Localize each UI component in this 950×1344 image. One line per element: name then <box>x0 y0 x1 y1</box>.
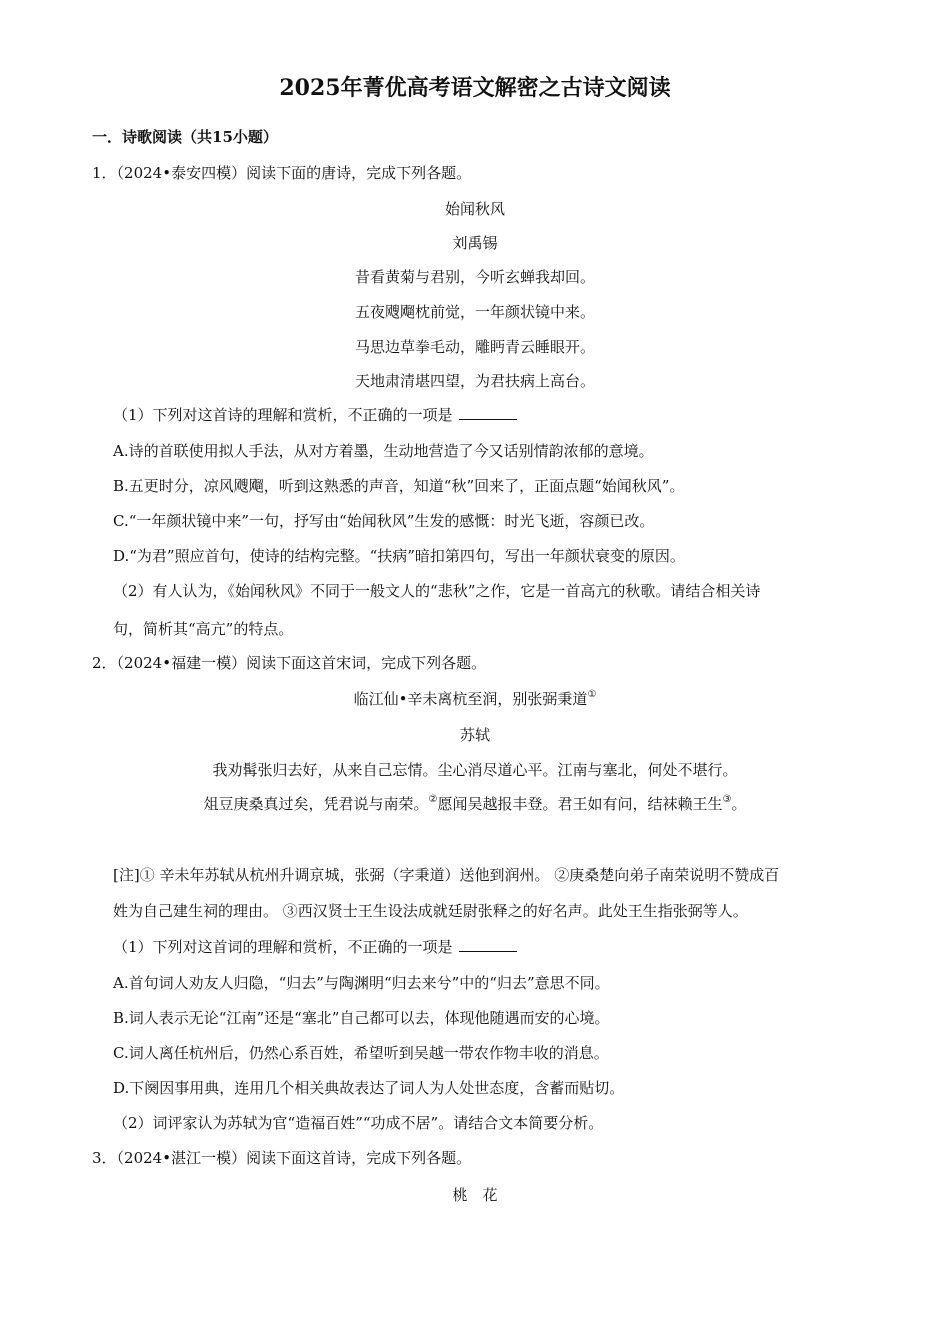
question-number: 1． <box>92 164 117 182</box>
footnote-marker: ③ <box>722 794 732 805</box>
sub-question-2: （2）词评家认为苏轼为官“造福百姓”“功成不居”。请结合文本简要分析。 <box>113 1114 604 1132</box>
poem-line-part: 俎豆庚桑真过矣，凭君说与南荣。 <box>203 795 429 813</box>
option-d: D.下阕因事用典，连用几个相关典故表达了词人为人处世态度，含蓄而贴切。 <box>113 1079 625 1097</box>
option-b: B.五更时分，凉风飕飗，听到这熟悉的声音，知道“秋”回来了，正面点题“始闻秋风”。 <box>113 477 685 495</box>
question-intro-text: （2024•泰安四模）阅读下面的唐诗，完成下列各题。 <box>116 164 472 182</box>
poem-line: 五夜飕飗枕前觉，一年颜状镜中来。 <box>354 303 595 321</box>
option-c: C.“一年颜状镜中来”一句，抒写由“始闻秋风”生发的感慨：时光飞逝，容颜已改。 <box>113 512 655 530</box>
poem-author: 刘禹锡 <box>452 234 498 252</box>
sub-question-1 <box>113 937 517 957</box>
footnote-marker: ① <box>587 689 597 700</box>
section-heading: 一．诗歌阅读（共15小题） <box>92 128 278 146</box>
poem-line: 天地肃清堪四望，为君扶病上高台。 <box>354 372 595 390</box>
annotation-note: [注]① 辛未年苏轼从杭州升调京城，张弼（字秉道）送他到润州。 ②庚桑楚向弟子南荣说明不赞成百 <box>113 866 780 884</box>
poem-line: 昔看黄菊与君别，今听玄蝉我却回。 <box>354 268 595 286</box>
poem-title: 桃 花 <box>452 1186 498 1204</box>
annotation-note-continued: 姓为自己建生祠的理由。 ③西汉贤士王生设法成就廷尉张释之的好名声。此处王生指张弼等人。 <box>113 902 748 920</box>
question-1-intro <box>92 163 471 183</box>
poem-author: 苏轼 <box>459 726 490 744</box>
question-2-intro <box>92 653 486 673</box>
option-d: D.“为君”照应首句，使诗的结构完整。“扶病”暗扣第四句，写出一年颜状衰变的原因。 <box>113 547 685 565</box>
question-number: 3． <box>92 1149 117 1167</box>
option-c: C.词人离任杭州后，仍然心系百姓，希望听到吴越一带农作物丰收的消息。 <box>113 1044 609 1062</box>
question-number: 2． <box>92 654 117 672</box>
sub-question-text: （1）下列对这首诗的理解和赏析，不正确的一项是 <box>113 406 453 424</box>
question-3-intro <box>92 1148 471 1168</box>
poem-line: 马思边草拳毛动，雕眄青云睡眼开。 <box>354 338 595 356</box>
poem-title: 始闻秋风 <box>444 200 505 218</box>
sub-question-1 <box>113 405 517 425</box>
option-b: B.词人表示无论“江南”还是“塞北”自己都可以去，体现他随遇而安的心境。 <box>113 1009 610 1027</box>
poem-title <box>0 689 950 709</box>
footnote-marker: ② <box>428 794 438 805</box>
poem-line-part: 。 <box>731 795 747 813</box>
poem-title-text: 临江仙•辛未离杭至润，别张弼秉道 <box>353 690 588 708</box>
option-a: A.诗的首联使用拟人手法，从对方着墨，生动地营造了今又话别情韵浓郁的意境。 <box>113 442 654 460</box>
sub-question-2-continued: 句，简析其“高亢”的特点。 <box>113 620 294 638</box>
sub-question-2: （2）有人认为，《始闻秋风》不同于一般文人的“悲秋”之作，它是一首高亢的秋歌。请结合相关诗 <box>113 582 761 600</box>
sub-question-text: （1）下列对这首词的理解和赏析，不正确的一项是 <box>113 938 453 956</box>
poem-line <box>0 794 950 814</box>
document-title: 2025年菁优高考语文解密之古诗文阅读 <box>279 75 671 101</box>
answer-blank <box>459 405 517 420</box>
answer-blank <box>459 937 517 952</box>
poem-line: 我劝髯张归去好，从来自己忘情。尘心消尽道心平。江南与塞北，何处不堪行。 <box>212 761 738 779</box>
question-intro-text: （2024•福建一模）阅读下面这首宋词，完成下列各题。 <box>116 654 487 672</box>
option-a: A.首句词人劝友人归隐，“归去”与陶渊明“归去来兮”中的“归去”意思不同。 <box>113 974 610 992</box>
poem-line-part: 愿闻吴越报丰登。君王如有问，结袜赖王生 <box>437 795 723 813</box>
question-intro-text: （2024•湛江一模）阅读下面这首诗，完成下列各题。 <box>116 1149 472 1167</box>
